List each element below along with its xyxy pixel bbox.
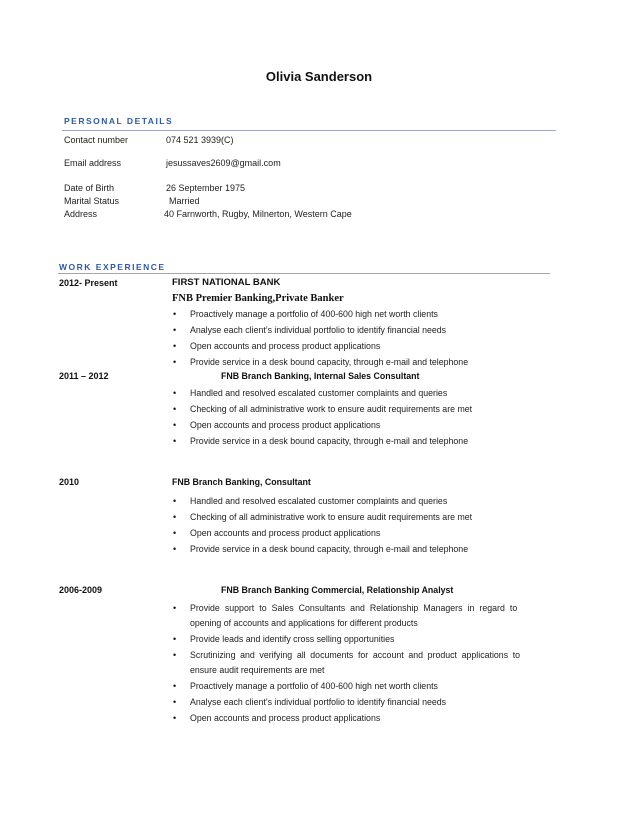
- bullet-icon: •: [173, 436, 177, 446]
- bullet-icon: •: [173, 496, 177, 506]
- bullet-icon: •: [173, 357, 177, 367]
- bullet-icon: •: [173, 713, 177, 723]
- job-period: 2010: [59, 477, 80, 487]
- address-value: 40 Farnworth, Rugby, Milnerton, Western Cape: [164, 209, 352, 219]
- job-bullet: Open accounts and process product applications: [190, 341, 381, 351]
- job-bullet: Proactively manage a portfolio of 400-600 high net worth clients: [190, 681, 438, 691]
- job-bullet: Checking of all administrative work to ensure audit requirements are met: [190, 404, 473, 414]
- candidate-name: Olivia Sanderson: [265, 69, 373, 84]
- job-role: FNB Branch Banking, Internal Sales Consultant: [221, 371, 420, 381]
- work-experience-heading: WORK EXPERIENCE: [59, 262, 166, 272]
- bullet-icon: •: [173, 420, 177, 430]
- marital-value: Married: [169, 196, 200, 206]
- bullet-icon: •: [173, 325, 177, 335]
- job-bullet: Scrutinizing and verifying all documents for account and product applications to: [190, 650, 521, 660]
- bullet-icon: •: [173, 341, 177, 351]
- contact-label: Contact number: [64, 135, 129, 145]
- marital-label: Marital Status: [64, 196, 120, 206]
- job-bullet: Proactively manage a portfolio of 400-600 high net worth clients: [190, 309, 438, 319]
- job-bullet: Analyse each client’s individual portfolio to identify financial needs: [190, 325, 447, 335]
- job-bullet: Analyse each client’s individual portfolio to identify financial needs: [190, 697, 447, 707]
- email-value: jesussaves2609@gmail.com: [166, 158, 281, 168]
- job-bullet: Provide service in a desk bound capacity, through e-mail and telephone: [190, 357, 469, 367]
- email-label: Email address: [64, 158, 122, 168]
- job-period: 2006-2009: [59, 585, 103, 595]
- job-bullet: Handled and resolved escalated customer complaints and queries: [190, 388, 448, 398]
- job-role: FNB Premier Banking,Private Banker: [172, 293, 344, 304]
- job-period: 2012- Present: [59, 278, 118, 288]
- work-experience-divider: [58, 273, 550, 274]
- job-bullet: Provide leads and identify cross selling opportunities: [190, 634, 395, 644]
- job-bullet: Provide service in a desk bound capacity, through e-mail and telephone: [190, 544, 469, 554]
- job-bullet: Provide service in a desk bound capacity, through e-mail and telephone: [190, 436, 469, 446]
- job-bullet: Handled and resolved escalated customer complaints and queries: [190, 496, 448, 506]
- job-role: FNB Branch Banking, Consultant: [172, 477, 311, 487]
- job-bullet: Provide support to Sales Consultants and Relationship Managers in regard to: [190, 603, 518, 613]
- job-bullet-continued: opening of accounts and applications for different products: [190, 618, 418, 628]
- bullet-icon: •: [173, 681, 177, 691]
- bullet-icon: •: [173, 512, 177, 522]
- bullet-icon: •: [173, 544, 177, 554]
- contact-value: 074 521 3939(C): [166, 135, 234, 145]
- bullet-icon: •: [173, 404, 177, 414]
- job-period: 2011 – 2012: [59, 371, 109, 381]
- dob-value: 26 September 1975: [166, 183, 246, 193]
- bullet-icon: •: [173, 650, 177, 660]
- bullet-icon: •: [173, 634, 177, 644]
- job-role: FNB Branch Banking Commercial, Relationship Analyst: [221, 585, 454, 595]
- job-bullet-continued: ensure audit requirements are met: [190, 665, 325, 675]
- bullet-icon: •: [173, 697, 177, 707]
- job-bullet: Checking of all administrative work to ensure audit requirements are met: [190, 512, 473, 522]
- job-bullet: Open accounts and process product applications: [190, 420, 381, 430]
- bullet-icon: •: [173, 603, 177, 613]
- job-company: FIRST NATIONAL BANK: [172, 277, 281, 288]
- bullet-icon: •: [173, 388, 177, 398]
- dob-label: Date of Birth: [64, 183, 115, 193]
- address-label: Address: [64, 209, 98, 219]
- job-bullet: Open accounts and process product applications: [190, 528, 381, 538]
- personal-details-divider: [62, 130, 556, 131]
- personal-details-heading: PERSONAL DETAILS: [64, 116, 174, 126]
- bullet-icon: •: [173, 528, 177, 538]
- bullet-icon: •: [173, 309, 177, 319]
- job-bullet: Open accounts and process product applications: [190, 713, 381, 723]
